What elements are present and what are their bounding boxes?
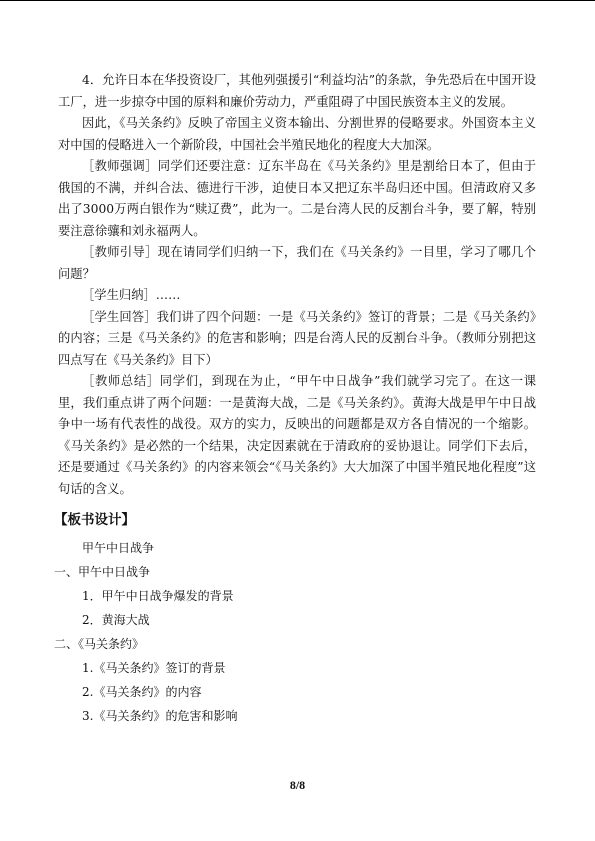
header-rule — [0, 0, 595, 1]
paragraph: ［教师引导］现在请同学们归纳一下，我们在《马关条约》一目里，学习了哪几个问题？ — [58, 245, 536, 281]
board-heading-1: 一、甲午中日战争 — [54, 565, 151, 579]
page-number: 8/8 — [289, 778, 306, 792]
paragraph: 因此，《马关条约》反映了帝国主义资本输出、分割世界的侵略要求。外国资本主义对中国的侵略进入一个新阶段，中国社会半殖民地化的程度大大加深。 — [58, 116, 536, 152]
paragraph: ［学生回答］我们讲了四个问题：一是《马关条约》签订的背景；二是《马关条约》的内容；三是《马关条约》的危害和影响；四是台湾人民的反割台斗争。（教师分别把这四点写在《马关条约》目下） — [58, 309, 536, 367]
document-body — [54, 70, 536, 728]
board-design — [54, 536, 536, 728]
board-item: 2.《马关条约》的内容 — [82, 685, 202, 699]
paragraph: ［学生归纳］…… — [82, 288, 181, 302]
board-heading-2: 二、《马关条约》 — [54, 637, 145, 651]
paragraph: ［教师总结］同学们，到现在为止，“甲午中日战争”我们就学习完了。在这一课里，我们重点讲了两个问题：一是黄海大战，二是《马关条约》。黄海大战是甲午中日战争中一场有代表性的战役。双方的实力，反映出的问题都是双方各自情况的一个缩影。《马关条约》是必然的一个结果，决定因素就在于清政府的妥协退让。同学们下去后，还是要通过《马关条约》的内容来领会“《马关条约》大大加深了中国半殖民地化程度”这句话的含义。 — [58, 374, 536, 496]
board-item: 1.《马关条约》签订的背景 — [82, 661, 226, 675]
paragraph: ［教师强调］同学们还要注意：辽东半岛在《马关条约》里是割给日本了，但由于俄国的不满，并纠合法、德进行干涉，迫使日本又把辽东半岛归还中国。但清政府又多出了3000万两白银作为“赎辽费”，此为一。二是台湾人民的反割台斗争，要了解，特别要注意徐骧和刘永福两人。 — [58, 159, 536, 238]
board-design-heading: 【板书设计】 — [54, 512, 135, 528]
board-item: 3.《马关条约》的危害和影响 — [82, 709, 238, 723]
board-item: 1．甲午中日战争爆发的背景 — [82, 589, 234, 603]
board-item: 2．黄海大战 — [82, 613, 150, 627]
paragraph: 4．允许日本在华投资设厂，其他列强援引“利益均沾”的条款，争先恐后在中国开设工厂，进一步掠夺中国的原料和廉价劳动力，严重阻碍了中国民族资本主义的发展。 — [58, 73, 536, 109]
board-title: 甲午中日战争 — [82, 541, 155, 555]
